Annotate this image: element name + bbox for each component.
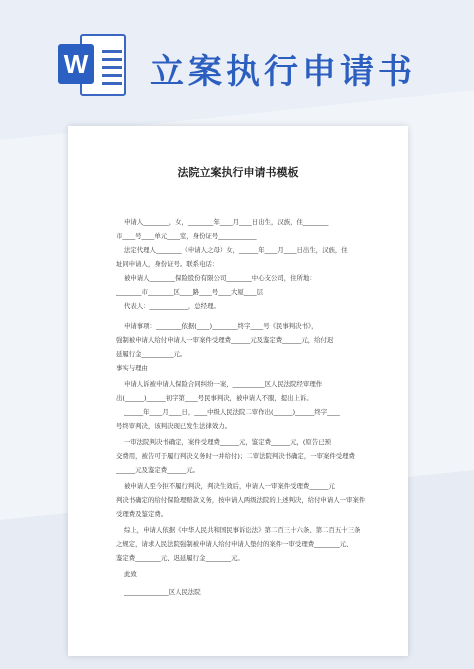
doc-line: 交费用，被告可于履行判决义务时一并给付)；二审法院判决书确定，一审案件受理费 — [116, 452, 355, 460]
doc-line: 被申请人至今拒不履行判决，判决生效后，申请人一审案件受理费______元 — [124, 482, 335, 490]
header — [0, 0, 474, 110]
section-heading: 事实与理由 — [116, 364, 148, 372]
court-name-line: ______________区人民法院 — [124, 588, 201, 596]
page-title: 立案执行申请书 — [150, 52, 416, 92]
doc-line: 号终审判决，该判决现已发生法律效力。 — [116, 422, 232, 430]
word-badge: W — [58, 44, 94, 84]
doc-line: 综上，申请人依据《中华人民共和国民事诉讼法》第二百三十六条、第二百五十三条 — [124, 526, 361, 534]
doc-line: ________市________区____路____号____大厦____层 — [116, 288, 263, 296]
doc-line: 强制被申请人给付申请人一审案件受理费______元及鉴定费______元，给付迟 — [116, 336, 334, 344]
doc-line: 判决书确定的给付保险理赔款义务，按申请人两级法院的上述判决，给付申请人一审案件 — [116, 496, 366, 504]
doc-line: 延履行金__________元。 — [116, 350, 187, 358]
doc-line: 市____号____单元____室，身份证号____________ — [116, 232, 257, 240]
doc-line: 出(______)______初字第____号民事判决，被申请人不服，提出上诉。 — [116, 394, 313, 402]
doc-line: 申请人________，女，________年____月____日出生，汉族，住________ — [124, 218, 329, 226]
document-title: 法院立案执行申请书模板 — [177, 166, 299, 179]
doc-line: 鉴定费________元、迟延履行金________元。 — [116, 554, 244, 562]
doc-line: 被申请人________保险股份有限公司________中心支公司，住所地： — [124, 274, 316, 282]
word-icon — [58, 30, 128, 100]
doc-line: 之规定，请求人民法院强制被申请人给付申请人垫付的案件一审受理费________元、 — [116, 540, 353, 548]
doc-line: ______年____月____日，____中级人民法院二审作出(______)______终字____ — [124, 408, 340, 416]
doc-line: 一审法院判决书确定，案件受理费______元，鉴定费______元，(原告已预 — [124, 438, 331, 446]
doc-line: ______元及鉴定费______元。 — [116, 466, 200, 474]
doc-line: 申请人诉被申请人保险合同纠纷一案，__________区人民法院经审理作 — [124, 380, 323, 388]
doc-line: 受理费及鉴定费。 — [116, 510, 168, 518]
closing-salutation: 此致 — [124, 570, 137, 578]
doc-line: 址同申请人，身份证号。联系电话： — [116, 260, 219, 268]
doc-line: 申请事项：________依据(____)________终字____号《民事判决书》， — [124, 322, 318, 330]
doc-line: 代表人：____________，总经理。 — [124, 302, 220, 310]
doc-line: 法定代理人________（申请人之母）女，______年____月____日出生，汉族，住 — [124, 246, 348, 254]
document-page — [68, 126, 408, 656]
